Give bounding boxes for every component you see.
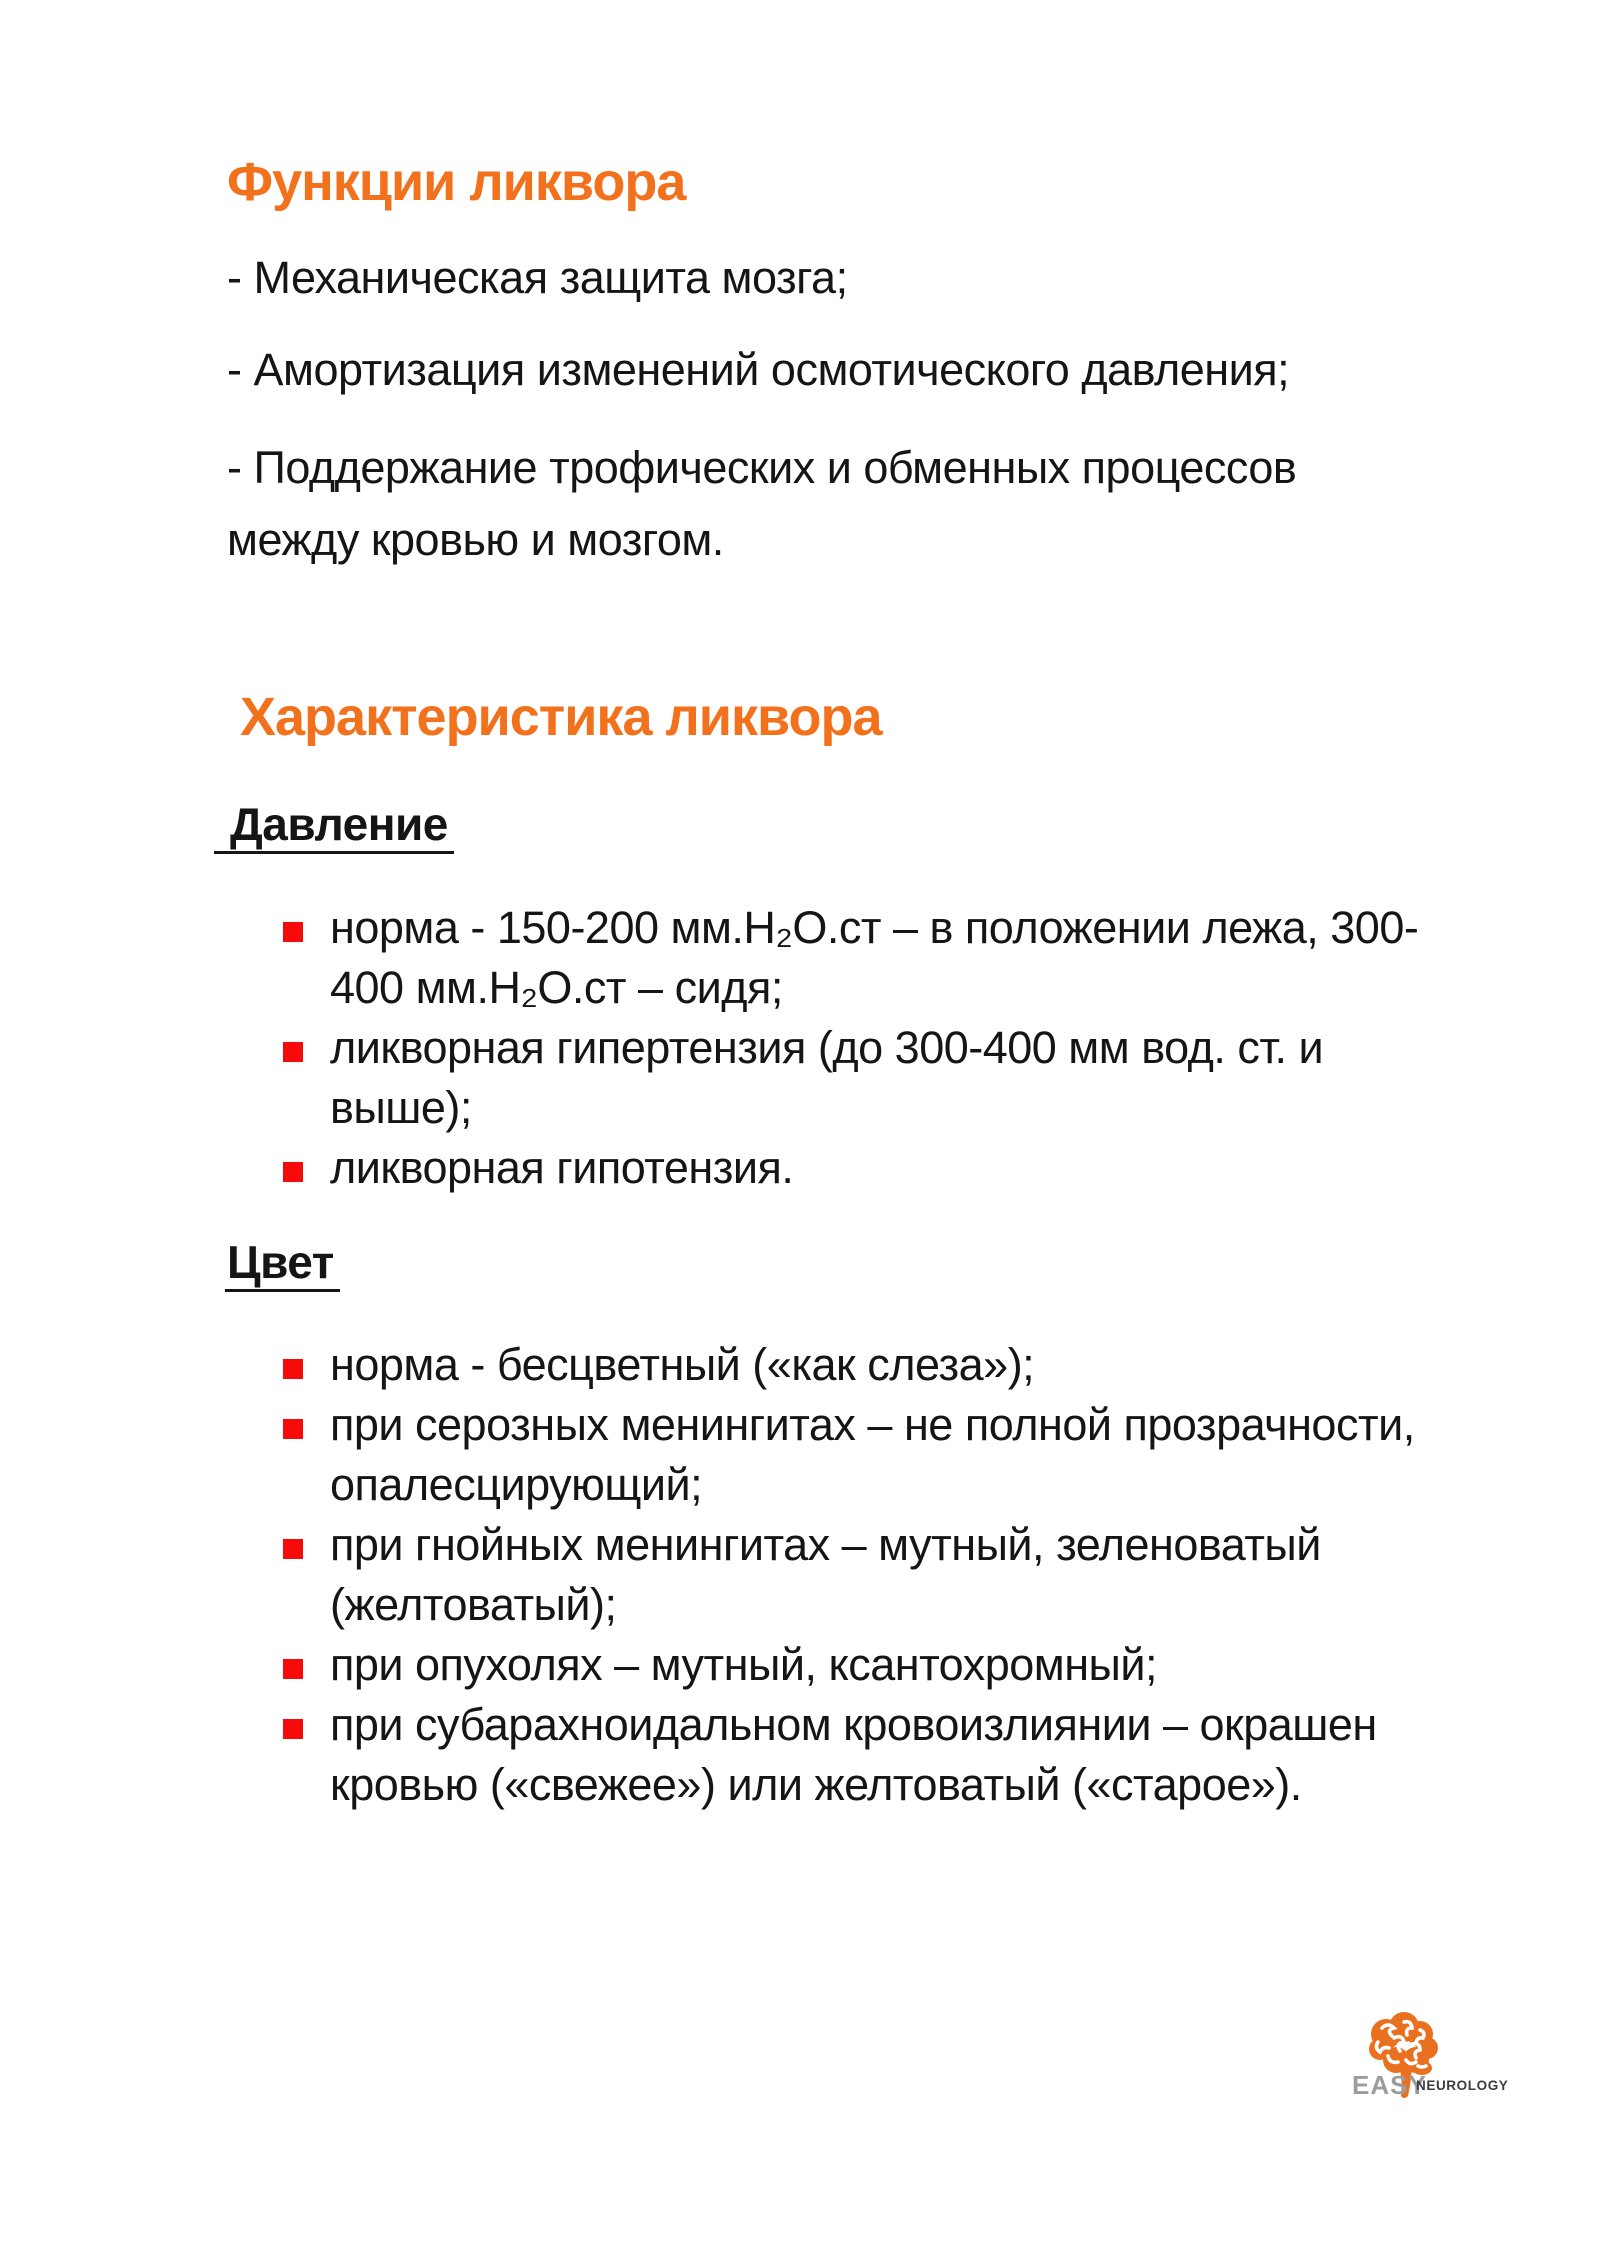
list-item bbox=[283, 1635, 1450, 1695]
functions-paragraph-3: - Поддержание трофических и обменных процессов между кровью и мозгом. bbox=[227, 442, 1297, 565]
list-item bbox=[283, 1695, 1450, 1815]
list-item-text: при субарахноидальном кровоизлиянии – окрашен кровью («свежее») или желтоватый («старое»). bbox=[330, 1699, 1377, 1810]
bullet-square-icon bbox=[283, 1659, 303, 1679]
list-item bbox=[283, 1515, 1450, 1635]
list-item bbox=[283, 1335, 1450, 1395]
list-item-text: ликворная гипертензия (до 300-400 мм вод. ст. и выше); bbox=[330, 1022, 1324, 1133]
list-item bbox=[283, 1395, 1450, 1515]
bullet-square-icon bbox=[283, 1162, 303, 1182]
list-item-text: при серозных менингитах – не полной прозрачности, опалесцирующий; bbox=[330, 1399, 1415, 1510]
functions-paragraph-2: - Амортизация изменений осмотического давления; bbox=[227, 344, 1290, 395]
bullet-square-icon bbox=[283, 922, 303, 942]
list-item bbox=[283, 898, 1450, 1018]
characteristics-heading: Характеристика ликвора bbox=[240, 687, 882, 747]
list-item-text: при опухолях – мутный, ксантохромный; bbox=[330, 1639, 1158, 1690]
logo-easy-text: EASY bbox=[1352, 2070, 1427, 2100]
bullet-square-icon bbox=[283, 1419, 303, 1439]
list-item-text: ликворная гипотензия. bbox=[330, 1142, 794, 1193]
color-subheading bbox=[225, 1236, 340, 1292]
bullet-square-icon bbox=[283, 1719, 303, 1739]
easy-neurology-logo bbox=[1350, 2008, 1509, 2108]
list-item bbox=[283, 1018, 1450, 1138]
pressure-subheading bbox=[214, 798, 454, 854]
bullet-square-icon bbox=[283, 1359, 303, 1379]
list-item-text: при гнойных менингитах – мутный, зеленоватый (желтоватый); bbox=[330, 1519, 1321, 1630]
color-list bbox=[283, 1335, 1450, 1815]
functions-paragraph-1: - Механическая защита мозга; bbox=[227, 252, 848, 303]
pressure-subheading-label: Давление bbox=[214, 798, 454, 854]
logo-neurology-text: NEUROLOGY bbox=[1416, 2078, 1509, 2093]
list-item-text: норма - 150-200 мм.H₂O.ст – в положении лежа, 300-400 мм.H₂O.ст – сидя; bbox=[330, 902, 1419, 1013]
list-item-text: норма - бесцветный («как слеза»); bbox=[330, 1339, 1035, 1390]
functions-heading: Функции ликвора bbox=[227, 152, 686, 212]
pressure-list bbox=[283, 898, 1450, 1198]
bullet-square-icon bbox=[283, 1042, 303, 1062]
color-subheading-label: Цвет bbox=[225, 1236, 340, 1292]
bullet-square-icon bbox=[283, 1539, 303, 1559]
list-item bbox=[283, 1138, 1450, 1198]
